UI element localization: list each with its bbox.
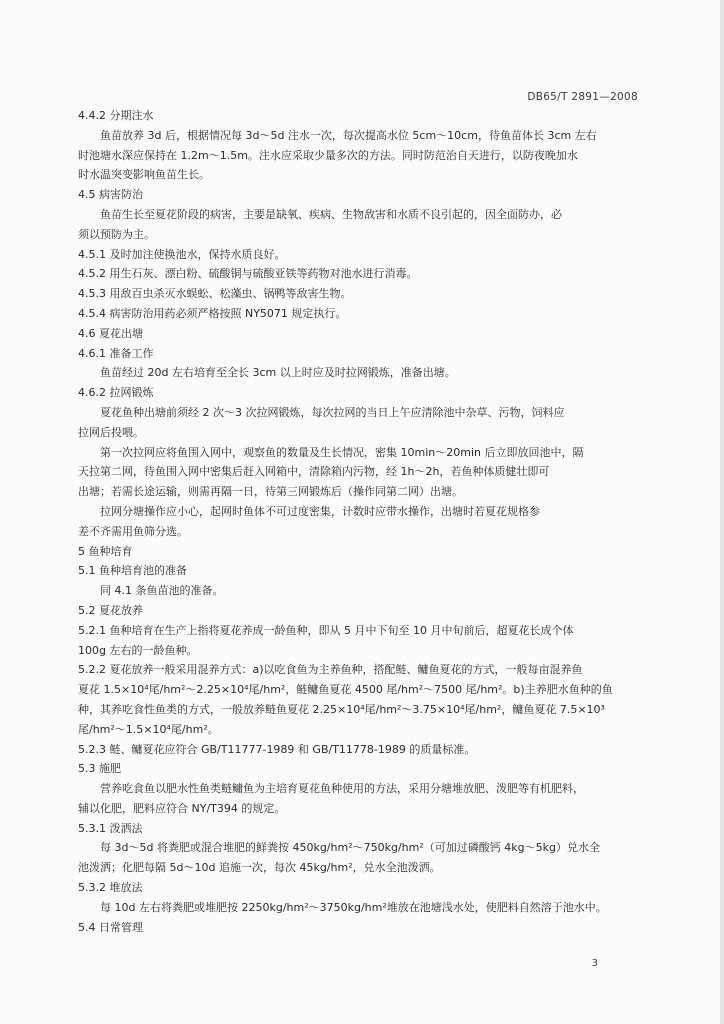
text-line: 出塘；若需长途运输，则需再隔一日，待第三网锻炼后（操作同第二网）出塘。 xyxy=(78,485,463,499)
text-line: 鱼苗生长至夏花阶段的病害，主要是缺氧、疾病、生物敌害和水质不良引起的，因全面防办，必 xyxy=(100,207,562,221)
text-line: 鱼苗经过 20d 左右培育至全长 3cm 以上时应及时拉网锻炼，准备出塘。 xyxy=(100,366,456,380)
text-line: 池泼洒；化肥每隔 5d～10d 追施一次，每次 45kg/hm²，兑水全池泼洒。 xyxy=(78,861,441,875)
text-line: 鱼苗放养 3d 后，根据情况每 3d～5d 注水一次，每次提高水位 5cm～10cm，待鱼苗体长 3cm 左右 xyxy=(100,128,597,142)
text-line: 5.4 日常管理 xyxy=(78,920,143,934)
text-line: 5.2.1 鱼种培育在生产上指将夏花养成一龄鱼种，即从 5 月中下旬至 10 月中旬前后，超夏花长成个体 xyxy=(78,623,574,637)
text-line: 尾/hm²～1.5×10⁴尾/hm²。 xyxy=(78,722,219,736)
text-line: 5.3.2 堆放法 xyxy=(78,881,143,895)
document-code: DB65/T 2891—2008 xyxy=(527,91,638,103)
text-line: 4.5.1 及时加注使换池水，保持水质良好。 xyxy=(78,247,286,261)
page-number: 3 xyxy=(591,958,598,969)
scan-edge xyxy=(720,0,724,1024)
text-line: 4.6.2 拉网锻炼 xyxy=(78,386,154,400)
text-line: 4.5.2 用生石灰、漂白粉、硫酸铜与硫酸亚铁等药物对池水进行消毒。 xyxy=(78,267,418,281)
text-line: 5.2.3 鲢、鳙夏花应符合 GB/T11777-1989 和 GB/T11778-1989 的质量标准。 xyxy=(78,742,476,756)
text-line: 5 鱼种培育 xyxy=(78,544,133,558)
text-line: 5.2 夏花放养 xyxy=(78,603,143,617)
text-line: 100g 左右的一龄鱼种。 xyxy=(78,643,198,657)
text-line: 拉网后投喂。 xyxy=(78,425,144,439)
text-line: 时池塘水深应保持在 1.2m～1.5m。注水应采取少量多次的方法。同时防范治自天进行，以防夜晚加水 xyxy=(78,148,578,162)
text-line: 种，其养吃食性鱼类的方式，一般放养鲢鱼夏花 2.25×10⁴尾/hm²～3.75×10⁴尾/hm²，鳙鱼夏花 7.5×10³ xyxy=(78,702,605,716)
text-line: 夏花 1.5×10⁴尾/hm²～2.25×10⁴尾/hm²，鲢鳙鱼夏花 4500 尾/hm²～7500 尾/hm²。b)主养肥水鱼种的鱼 xyxy=(78,683,613,697)
text-line: 5.2.2 夏花放养一般采用混养方式：a)以吃食鱼为主养鱼种，搭配鲢、鳙鱼夏花的方式，一般每亩混养鱼 xyxy=(78,663,583,677)
text-line: 拉网分塘操作应小心，起网时鱼体不可过度密集，计数时应带水操作，出塘时若夏花规格参 xyxy=(100,504,540,518)
text-line: 第一次拉网应将鱼围入网中，观察鱼的数量及生长情况，密集 10min～20min 后立即放回池中，隔 xyxy=(100,445,584,459)
text-line: 时水温突变影响鱼苗生长。 xyxy=(78,168,210,182)
document-body xyxy=(78,106,638,937)
text-line: 5.3.1 泼洒法 xyxy=(78,821,143,835)
text-line: 4.5.3 用敌百虫杀灭水蜈蚣、松藻虫、锅鸭等敌害生物。 xyxy=(78,287,352,301)
text-line: 天拉第二网，待鱼围入网中密集后赶入网箱中，清除箱内污物，经 1h～2h，若鱼种体质健壮即可 xyxy=(78,465,550,479)
text-line: 5.3 施肥 xyxy=(78,762,121,776)
text-line: 每 3d～5d 将粪肥或混合堆肥的鲜粪按 450kg/hm²～750kg/hm²（可加过磷酸钙 4kg～5kg）兑水全 xyxy=(100,841,600,855)
text-line: 4.5 病害防治 xyxy=(78,188,143,202)
text-line: 差不齐需用鱼筛分选。 xyxy=(78,524,188,538)
text-line: 须以预防为主。 xyxy=(78,227,155,241)
text-line: 同 4.1 条鱼苗池的准备。 xyxy=(100,584,224,598)
text-line: 辅以化肥，肥料应符合 NY/T394 的规定。 xyxy=(78,801,286,815)
text-line: 4.5.4 病害防治用药必须严格按照 NY5071 规定执行。 xyxy=(78,306,347,320)
text-line: 4.6.1 准备工作 xyxy=(78,346,154,360)
text-line: 营养吃食鱼以肥水性鱼类鲢鳙鱼为主培育夏花鱼种使用的方法，采用分塘堆放肥、泼肥等有机肥料， xyxy=(100,782,584,796)
text-line: 5.1 鱼种培育池的准备 xyxy=(78,564,187,578)
text-line: 每 10d 左右将粪肥或堆肥按 2250kg/hm²～3750kg/hm²堆放在池塘浅水处，使肥料自然溶于池水中。 xyxy=(100,900,607,914)
text-line: 4.6 夏花出塘 xyxy=(78,326,143,340)
text-line: 夏花鱼种出塘前须经 2 次～3 次拉网锻炼，每次拉网的当日上午应清除池中杂草、污物，饲料应 xyxy=(100,405,565,419)
text-line: 4.4.2 分期注水 xyxy=(78,109,154,122)
